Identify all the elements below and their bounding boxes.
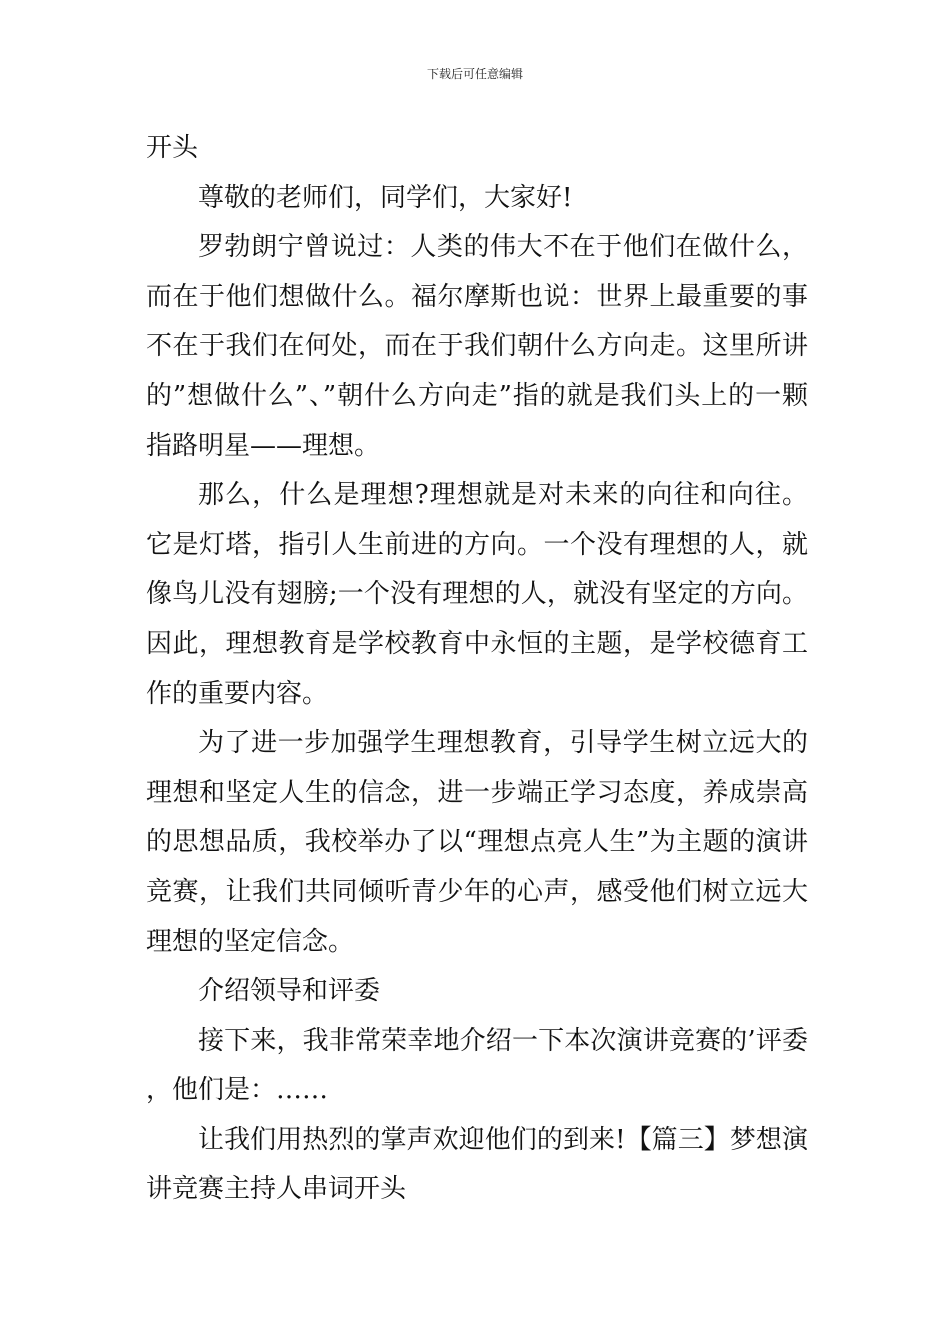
paragraph-judges-intro: 接下来，我非常荣幸地介绍一下本次演讲竞赛的’评委，他们是：…… [146, 1025, 808, 1106]
paragraph-greeting: 尊敬的老师们，同学们，大家好! [198, 182, 573, 213]
paragraph-ideal-definition: 那么，什么是理想?理想就是对未来的向往和向往。它是灯塔，指引人生前进的方向。一个没有理想的人，就像鸟儿没有翅膀;一个没有理想的人，就没有坚定的方向。因此，理想教育是学校教育中永恒的主题，是学校德育工作的重要内容。 [146, 480, 808, 709]
paragraph-quote: 罗勃朗宁曾说过：人类的伟大不在于他们在做什么，而在于他们想做什么。福尔摩斯也说：世界上最重要的事不在于我们在何处，而在于我们朝什么方向走。这里所讲的”想做什么”、”朝什么方向走”指的就是我们头上的一颗指路明星——理想。 [146, 232, 808, 461]
paragraph-contest-purpose: 为了进一步加强学生理想教育，引导学生树立远大的理想和坚定人生的信念，进一步端正学习态度，养成崇高的思想品质，我校举办了以“理想点亮人生”为主题的演讲竞赛，让我们共同倾听青少年的心声，感受他们树立远大理想的坚定信念。 [146, 728, 808, 957]
section-heading-opening: 开头 [146, 133, 199, 163]
document-body [146, 124, 808, 1215]
section-heading-introduce-judges: 介绍领导和评委 [198, 976, 381, 1007]
paragraph-welcome-applause: 让我们用热烈的掌声欢迎他们的到来!【篇三】梦想演讲竞赛主持人串词开头 [146, 1124, 808, 1205]
page-header-note: 下载后可任意编辑 [426, 67, 523, 81]
